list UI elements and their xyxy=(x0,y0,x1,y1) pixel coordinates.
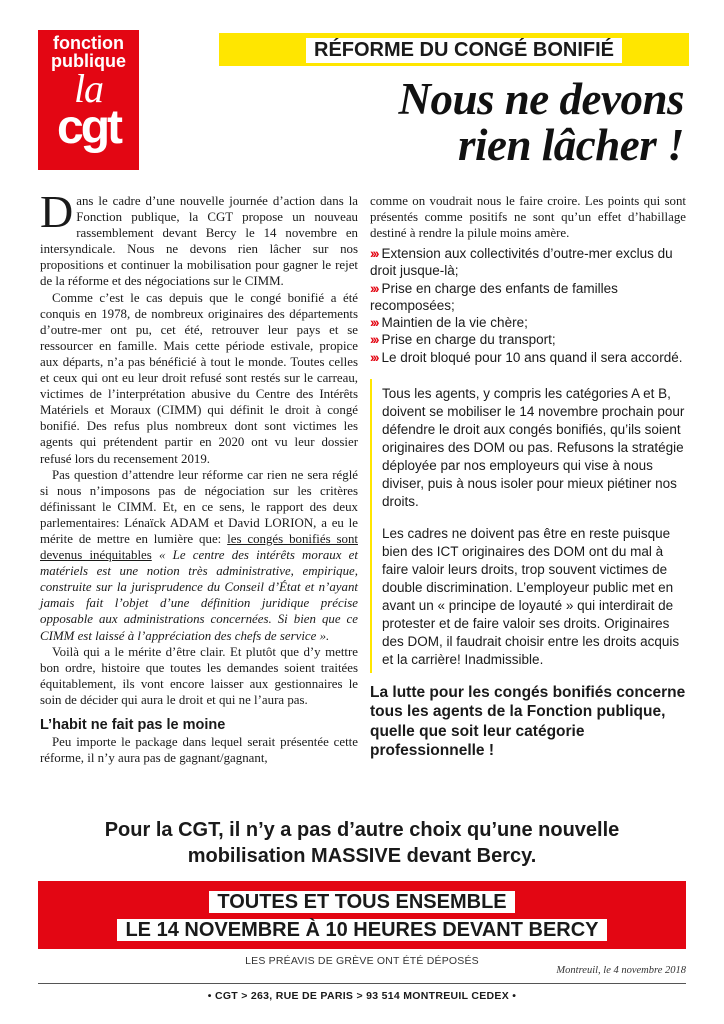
kicker-title: RÉFORME DU CONGÉ BONIFIÉ xyxy=(306,38,622,63)
paragraph-5: Peu importe le package dans lequel serait présentée cette réforme, il n’y aura pas de gagnant/gagnant, xyxy=(40,735,358,766)
divider xyxy=(38,983,686,984)
callout-line-2: mobilisation MASSIVE devant Bercy. xyxy=(187,845,537,867)
paragraph-3: Pas question d’attendre leur réforme car rien ne sera réglé si nous n’imposons pas de négociation sur les critères définissant le CIMM. Et, en ce sens, le rapport des deux parlementaires: Lénaïck ADAM et David LORION, a eu le mérite de mettre en lumière que: les congés bonifiés sont devenus inéquitables « Le centre des intérêts moraux et matériels est une notion très administrative, empirique, construite sur la jurisprudence du Conseil d’État et n’ayant jamais fait l’objet d’une définition juridique précise opposable aux administrations concernées. Si bien que ce CIMM est laissé à l’appréciation des chefs de service ». xyxy=(40,467,358,643)
right-intro: comme on voudrait nous le faire croire. Les points qui sont présentés comme positifs ne sont qu’un effet d’habillage destiné à rendre la pilule moins amère. xyxy=(370,194,686,241)
callout-line-1: Pour la CGT, il n’y a pas d’autre choix qu’une nouvelle xyxy=(104,819,620,841)
paragraph-2: Comme c’est le cas depuis que le congé bonifié a été conquis en 1978, de nombreux originaires des départements d’outre-mer ont pu, cet été, retrouver leur pays et se ressourcer en famille. Mais cette période estivale, propice aux départs, n’a pas bénéficié à tout le monde. Toutes celles et ceux qui ont eu leur droit refusé sont restés sur le carreau, victimes de l’interprétation abusive du Centre des Intérêts Matériels et Moraux (CIMM) qui définit le droit à congé bonifié. Des refus plus nombreux dont sont victimes les agents qui prétendent partir en 2020 ont vu leur dossier refusé lors du recensement 2019. xyxy=(40,290,358,466)
box-paragraph-2: Les cadres ne doivent pas être en reste puisque bien des ICT originaires des DOM ont du mal à faire valoir leurs droits, trop souvent victimes de double discrimination. L’employeur public met en avant un « principe de loyauté » qui interdirait de protester et de faire valoir ses droits. Originaires des DOM, il faudrait choisir entre les droits acquis et la carrière! Inadmissible. xyxy=(382,525,680,667)
underlined-text: les congés bonifiés sont devenus inéquitables xyxy=(40,531,358,563)
band-line-2-wrap xyxy=(0,917,724,943)
logo-la: la xyxy=(73,66,104,111)
logo-cgt: cgt xyxy=(57,101,120,154)
left-column xyxy=(40,186,358,766)
bullet-list xyxy=(370,245,686,365)
band-line-1: TOUTES ET TOUS ENSEMBLE xyxy=(209,891,514,913)
band-line-1-wrap xyxy=(0,889,724,915)
band-line-2: LE 14 NOVEMBRE À 10 HEURES DEVANT BERCY xyxy=(117,919,606,941)
dateline: Montreuil, le 4 novembre 2018 xyxy=(556,965,686,976)
chevron-icon: ››› xyxy=(370,315,378,331)
callout xyxy=(0,817,724,869)
box-paragraph-1: Tous les agents, y compris les catégories A et B, doivent se mobiliser le 14 novembre prochain pour défendre le droit aux congés bonifiés, qu’ils soient originaires des DOM ou pas. Refusons la stratégie déployée par nos employeurs qui vise à nous diviser, puis à nous isoler pour mieux piétiner nos droits. xyxy=(382,385,685,509)
headline xyxy=(398,76,684,168)
cgt-logo xyxy=(38,30,139,170)
list-item: ››› Le droit bloqué pour 10 ans quand il sera accordé. xyxy=(370,349,683,365)
headline-line-1: Nous ne devons xyxy=(398,74,684,124)
paragraph-4: Voilà qui a le mérite d’être clair. Et plutôt que d’y mettre bon ordre, histoire que toutes les demandes soient traitées équitablement, ils vont encore laisser aux gestionnaires le soin de décider qui aura le droit et qui ne l’aura pas. xyxy=(40,644,358,707)
chevron-icon: ››› xyxy=(370,246,378,262)
subheading: L’habit ne fait pas le moine xyxy=(40,717,226,733)
paragraph-intro: Dans le cadre d’une nouvelle journée d’action dans la Fonction publique, la CGT propose un nouveau rassemblement devant Bercy le 14 novembre en intersyndicale. Nous ne devons rien lâcher sur nos propositions et continuer la mobilisation pour gagner le rejet de la réforme et des négociations sur le CIMM. xyxy=(40,186,358,289)
right-column xyxy=(370,193,686,761)
conclusion: La lutte pour les congés bonifiés concerne tous les agents de la Fonction publique, quelle que soit leur catégorie professionnelle ! xyxy=(370,683,686,760)
chevron-icon: ››› xyxy=(370,349,378,365)
list-item: ››› Extension aux collectivités d’outre-mer exclus du droit jusque-là; xyxy=(370,246,673,279)
preavis-text: LES PRÉAVIS DE GRÈVE ONT ÉTÉ DÉPOSÉS xyxy=(245,955,479,967)
quote-text: « Le centre des intérêts moraux et matériels est une notion très administrative, empirique, construite sur la jurisprudence du Conseil d’État et n’ayant jamais fait l’objet d’une définition juridique précise opposable aux administrations concernées. Si bien que ce CIMM est laissé à l’appréciation des chefs de service ». xyxy=(40,548,358,643)
list-item: ››› Prise en charge des enfants de familles recomposées; xyxy=(370,280,618,313)
dropcap: D xyxy=(40,186,74,237)
logo-publique: publique xyxy=(51,51,126,71)
list-item: ››› Maintien de la vie chère; xyxy=(370,315,528,331)
chevron-icon: ››› xyxy=(370,332,378,348)
list-item: ››› Prise en charge du transport; xyxy=(370,332,556,348)
chevron-icon: ››› xyxy=(370,280,378,296)
footer-address: • CGT > 263, RUE DE PARIS > 93 514 MONTREUIL CEDEX • xyxy=(207,990,517,1002)
headline-line-2: rien lâcher ! xyxy=(457,120,684,170)
logo-fonction: fonction xyxy=(53,33,124,53)
highlight-box xyxy=(370,379,686,673)
